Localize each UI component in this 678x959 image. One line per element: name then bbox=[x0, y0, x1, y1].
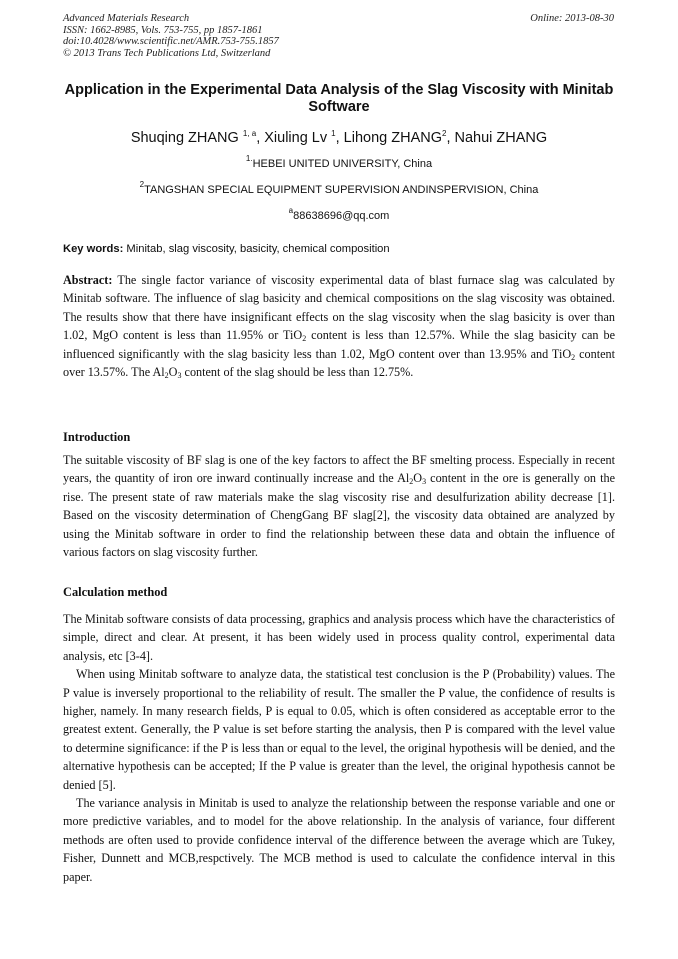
journal-name: Advanced Materials Research bbox=[63, 13, 190, 24]
author-name: Xiuling Lv bbox=[264, 130, 328, 146]
author-name: Lihong ZHANG bbox=[343, 130, 442, 146]
keywords-label: Key words: bbox=[63, 243, 124, 255]
introduction-text: The suitable viscosity of BF slag is one of the key factors to affect the BF smelting process. Especially in recent years, the quantity of iron ore inward continually increase and the $Al_2O_3$ content in the ore is generally on the rise. The present state of raw materials make the slag viscosity rise and desulfurization ability decrease [1]. Based on the viscosity determination of ChengGang BF slag[2], the viscosity data obtained are analyzed by using the Minitab software in order to find the relationship between these data and obtain the influence of various factors on slag viscosity further. bbox=[63, 453, 615, 560]
abstract-label: Abstract: bbox=[63, 273, 113, 287]
affiliation-1: $^{1.}$HEBEI UNITED UNIVERSITY, China bbox=[245, 154, 433, 170]
author-list: Shuqing ZHANG $^{1, a}$, Xiuling Lv $^1$, Lihong ZHANG$^2$, Nahui ZHANG bbox=[130, 129, 548, 146]
author-name: Shuqing ZHANG bbox=[130, 130, 239, 146]
calculation-method-heading: Calculation method bbox=[63, 585, 168, 599]
author-affiliation-mark: 1, a bbox=[242, 129, 257, 138]
paragraph: The Minitab software consists of data processing, graphics and analysis process which have the characteristics of simple, direct and clear. At present, it has been widely used in process quality control, experimental data analysis, etc [3-4]. bbox=[63, 612, 615, 663]
author-email: $^a$88638696@qq.com bbox=[288, 206, 390, 222]
paragraph: When using Minitab software to analyze data, the statistical test conclusion is the P (Probability) values. The P value is inversely proportional to the reliability of result. The smaller the P value, the confidence of results is higher, namely. In many research fields, P is equal to 0.05, which is often considered as acceptable error to the greatest extent. Generally, the P value is set before starting the analysis, then P is compared with the level value to determine significance: if the P is less than or equal to the level, the original hypothesis will be denied, and the alternative hypothesis can be accepted; If the P value is greater than the level, the original hypothesis cannot be denied [5]. bbox=[63, 667, 615, 792]
issn-line: ISSN: 1662-8985, Vols. 753-755, pp 1857-1861 bbox=[63, 24, 263, 36]
author-affiliation-mark: 1 bbox=[331, 129, 336, 138]
author-name: Nahui ZHANG bbox=[454, 130, 548, 146]
author-affiliation-mark: 2 bbox=[442, 129, 447, 138]
paragraph: The variance analysis in Minitab is used to analyze the relationship between the response variable and one or more predictive variables, and to model for the above relationship. In the analysis of variance, four different methods are often used to provide confidence interval of the difference between the average which are Tukey, Fisher, Dunnett and MCB,respctively. The MCB method is used to calculate the confidence interval in this paper. bbox=[63, 796, 615, 884]
keywords-text: Minitab, slag viscosity, basicity, chemical composition bbox=[123, 243, 390, 255]
doi-line: doi:10.4028/www.scientific.net/AMR.753-755.1857 bbox=[63, 36, 279, 47]
abstract: Abstract: The single factor variance of viscosity experimental data of blast furnace slag was calculated by Minitab software. The influence of slag basicity and chemical compositions on the slag viscosity was obtained. The results show that there have insignificant effects on the slag viscosity when the slag basicity is over than 1.02, MgO content is less than 11.95% or TiO$_2$ content is less than 12.57%. While the slag basicity can be influenced significantly with the slag basicity less than 1.02, MgO content over than 13.95% and TiO$_2$ content over 13.57%. The $Al_2O_3$ content of the slag should be less than 12.75%. bbox=[63, 273, 615, 381]
keywords bbox=[63, 243, 390, 255]
journal-header bbox=[63, 13, 279, 59]
paper-title: Application in the Experimental Data Analysis of the Slag Viscosity with Minitab Software bbox=[64, 82, 614, 115]
online-date: Online: 2013-08-30 bbox=[530, 13, 614, 24]
copyright-line: © 2013 Trans Tech Publications Ltd, Switzerland bbox=[63, 47, 271, 59]
calculation-method-text bbox=[63, 610, 615, 886]
affiliation-2: $^2$TANGSHAN SPECIAL EQUIPMENT SUPERVISION ANDINSPERVISION, China bbox=[139, 180, 539, 196]
introduction-heading: Introduction bbox=[63, 430, 131, 444]
